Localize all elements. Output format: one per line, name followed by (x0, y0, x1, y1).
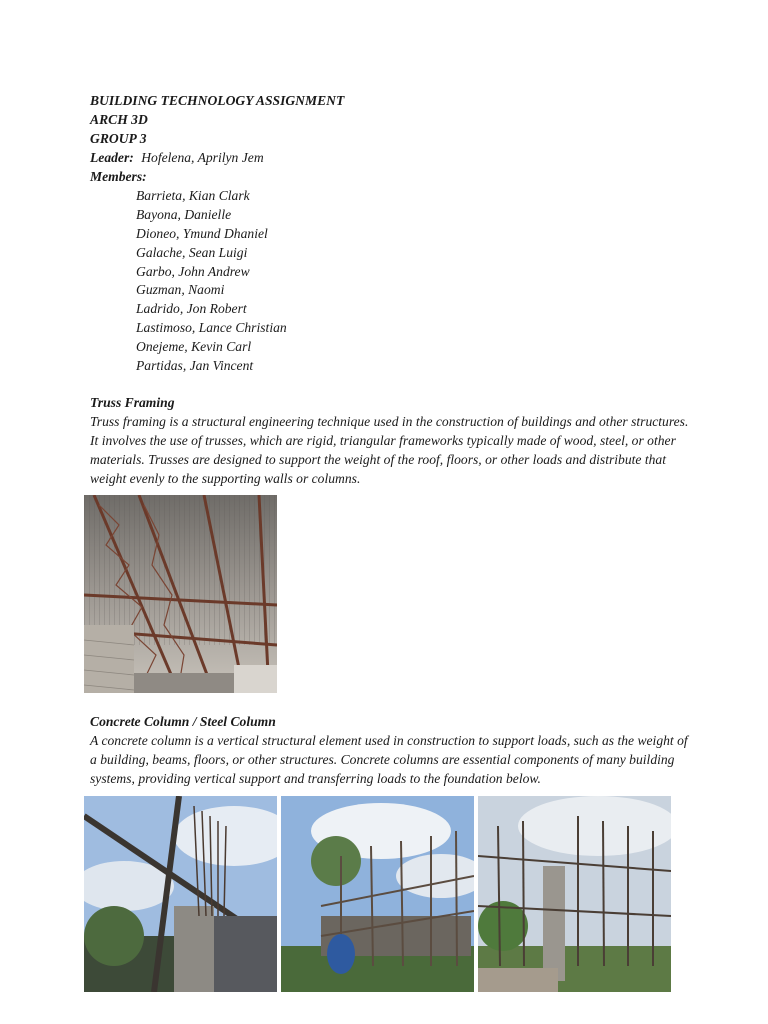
member-item: Ladrido, Jon Robert (136, 301, 247, 316)
column-heading: Concrete Column / Steel Column (90, 714, 276, 729)
column-photo-2 (281, 796, 474, 992)
member-item: Lastimoso, Lance Christian (136, 320, 287, 335)
member-item: Onejeme, Kevin Carl (136, 339, 252, 354)
member-item: Barrieta, Kian Clark (136, 188, 250, 203)
truss-paragraph: Truss framing is a structural engineering technique used in the construction of buildings and other structures. It involves the use of trusses, which are rigid, triangular frameworks typically made of wood, steel, or other materials. Trusses are designed to support the weight of the roof, floors, or other loads and distribute that weight evenly to the supporting walls or columns. (90, 414, 689, 486)
group-label: GROUP 3 (90, 131, 147, 146)
leader-name: Hofelena, Aprilyn Jem (141, 150, 264, 165)
assignment-title: BUILDING TECHNOLOGY ASSIGNMENT (90, 93, 345, 108)
member-item: Bayona, Danielle (136, 207, 232, 222)
column-photo-1 (84, 796, 277, 992)
member-item: Galache, Sean Luigi (136, 245, 248, 260)
truss-heading: Truss Framing (90, 395, 175, 410)
column-paragraph: A concrete column is a vertical structural element used in construction to support loads, such as the weight of a building, beams, floors, or other structures. Concrete columns are essential components of many building systems, providing vertical support and transferring loads to the foundation below. (90, 733, 688, 786)
section-label: ARCH 3D (90, 112, 148, 127)
column-photo-3 (478, 796, 671, 992)
members-label: Members: (90, 169, 147, 184)
truss-roof-photo (84, 495, 277, 693)
member-item: Dioneo, Ymund Dhaniel (136, 226, 268, 241)
member-item: Partidas, Jan Vincent (136, 358, 254, 373)
member-item: Garbo, John Andrew (136, 264, 250, 279)
member-item: Guzman, Naomi (136, 282, 225, 297)
leader-line (90, 148, 264, 167)
leader-label: Leader: (90, 150, 134, 165)
